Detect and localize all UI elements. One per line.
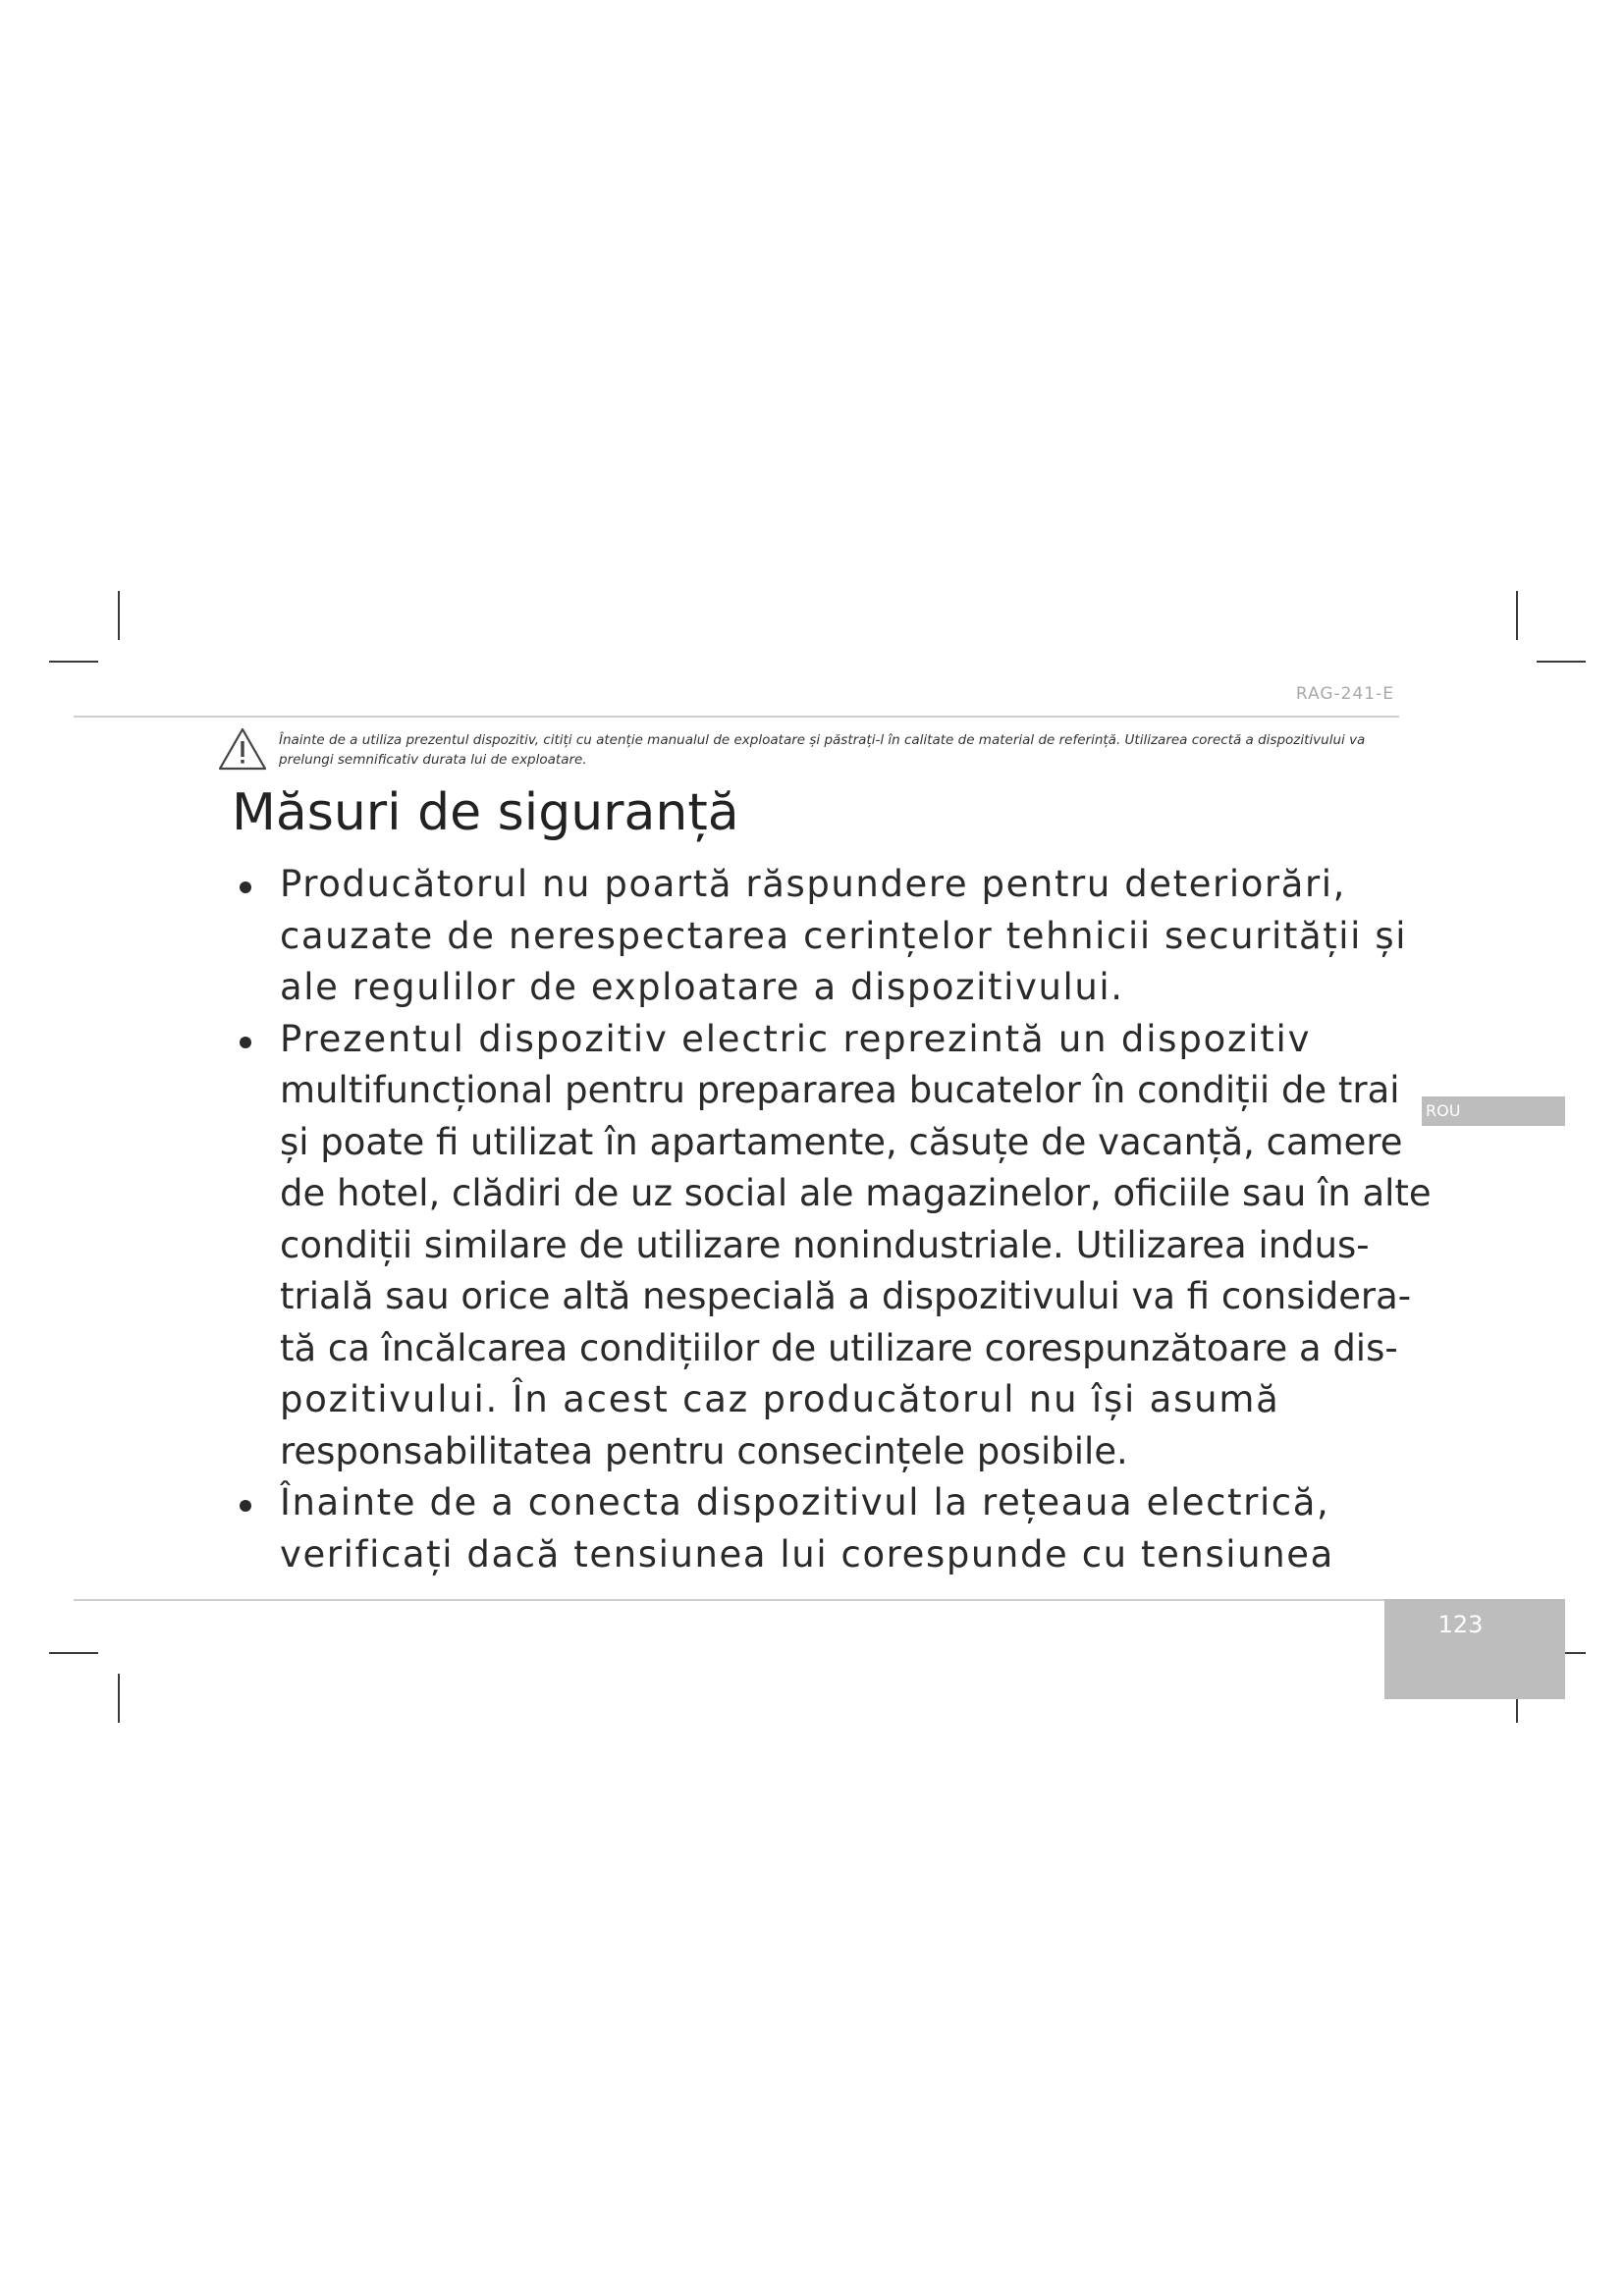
crop-mark-top-right-horizontal xyxy=(1537,661,1586,663)
crop-mark-bottom-left-horizontal xyxy=(49,1652,98,1654)
warning-triangle-icon xyxy=(218,726,267,772)
list-item-line: de hotel, clădiri de uz social ale magazinelor, oficiile sau în alte xyxy=(280,1172,1432,1214)
list-item xyxy=(232,1014,1449,1478)
list-item xyxy=(232,1477,1449,1580)
list-item xyxy=(232,859,1449,1014)
list-item-line: cauzate de nerespectarea cerințelor tehnicii securității și xyxy=(280,914,1408,957)
warning-note: Înainte de a utiliza prezentul dispozitiv, citiți cu atenție manualul de exploatare și păstrați-l în calitate de material de referință. Utilizarea corectă a dispozitivului va prelungi semnificativ durata lui de exploatare. xyxy=(279,732,1366,768)
crop-mark-top-left-vertical xyxy=(118,591,120,640)
footer-divider xyxy=(74,1599,1399,1601)
list-item-line: verificați dacă tensiunea lui corespunde cu tensiunea xyxy=(280,1532,1334,1575)
page-number: 123 xyxy=(1437,1611,1484,1638)
list-item-line: responsabilitatea pentru consecințele posibile. xyxy=(280,1429,1128,1472)
list-item-line: multifuncțional pentru prepararea bucatelor în condiții de trai xyxy=(280,1069,1400,1111)
list-item-line: tă ca încălcarea condițiilor de utilizare corespunzătoare a dis- xyxy=(280,1326,1398,1369)
safety-list xyxy=(232,859,1449,1580)
list-item-line: pozitivului. În acest caz producătorul nu își asumă xyxy=(280,1378,1280,1420)
list-item-line: Prezentul dispozitiv electric reprezintă un dispozitiv xyxy=(280,1017,1312,1060)
list-item-line: condiții similare de utilizare nonindustriale. Utilizarea indus- xyxy=(280,1223,1370,1266)
language-tab: ROU xyxy=(1422,1096,1565,1126)
crop-mark-top-left-horizontal xyxy=(49,661,98,663)
crop-mark-top-right-vertical xyxy=(1516,591,1518,640)
model-label: RAG-241-E xyxy=(1295,684,1394,704)
list-item-line: și poate fi utilizat în apartamente, căsuțe de vacanță, camere xyxy=(280,1120,1403,1163)
crop-mark-bottom-left-vertical xyxy=(118,1674,120,1723)
list-item-line: Înainte de a conecta dispozitivul la rețeaua electrică, xyxy=(280,1481,1330,1523)
list-item-line: Producătorul nu poartă răspundere pentru deteriorări, xyxy=(280,863,1346,905)
list-item-line: trială sau orice altă nespecială a dispozitivului va fi considera- xyxy=(280,1275,1412,1317)
header-divider xyxy=(74,716,1399,718)
section-title: Măsuri de siguranță xyxy=(232,783,739,842)
list-item-line: ale regulilor de exploatare a dispozitivului. xyxy=(280,966,1124,1008)
